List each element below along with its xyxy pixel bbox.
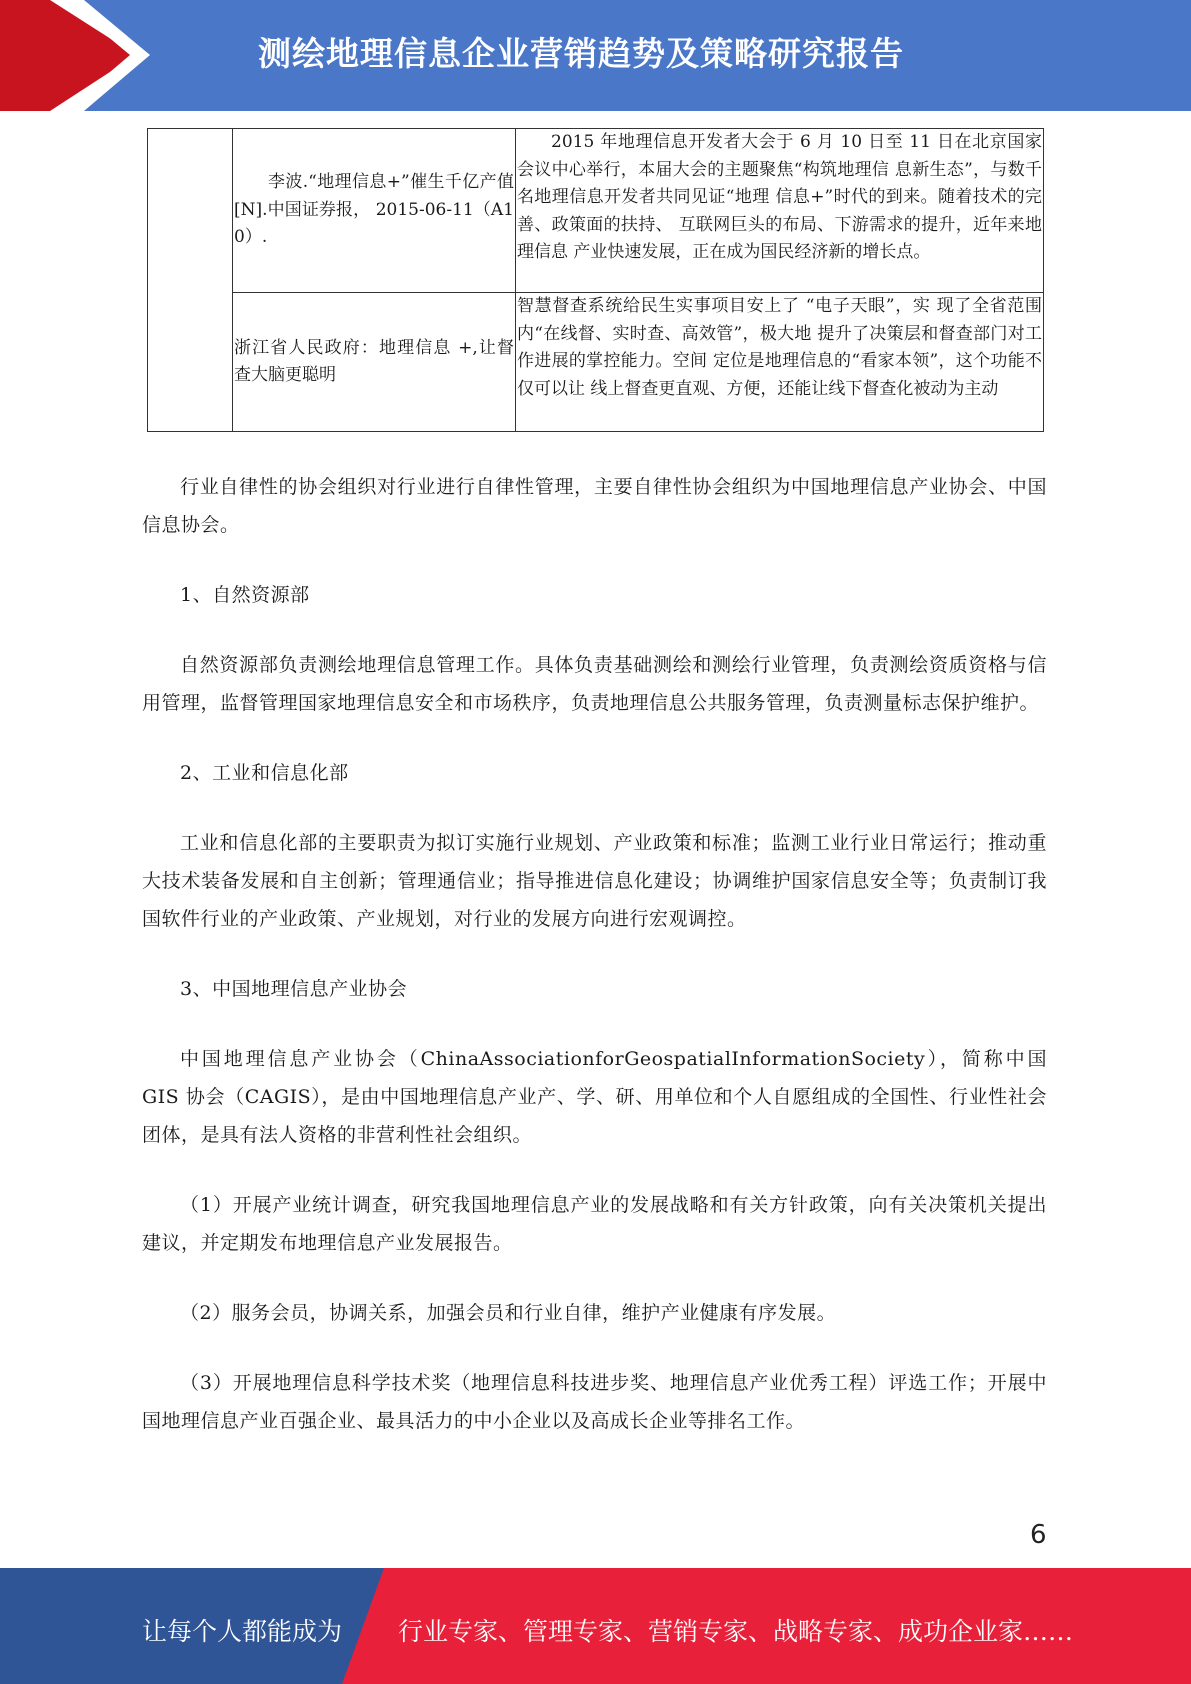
table-source-cell bbox=[233, 293, 516, 432]
reference-table bbox=[147, 128, 1044, 432]
source-text: 李波.“地理信息+”催生千亿产值[N].中国证券报， 2015-06-11（A10）. bbox=[234, 172, 514, 248]
report-title: 测绘地理信息企业营销趋势及策略研究报告 bbox=[258, 34, 904, 73]
section-heading: 3、中国地理信息产业协会 bbox=[180, 978, 408, 1000]
table-description-cell bbox=[516, 129, 1044, 293]
table-row bbox=[148, 293, 1044, 432]
footer-slogan-right: 行业专家、管理专家、营销专家、战略专家、成功企业家…… bbox=[398, 1617, 1074, 1646]
paragraph: 自然资源部负责测绘地理信息管理工作。具体负责基础测绘和测绘行业管理，负责测绘资质资格与信用管理，监督管理国家地理信息安全和市场秩序，负责地理信息公共服务管理，负责测量标志保护维护。 bbox=[142, 654, 1047, 714]
paragraph: 工业和信息化部的主要职责为拟订实施行业规划、产业政策和标准；监测工业行业日常运行；推动重大技术装备发展和自主创新；管理通信业；指导推进信息化建设；协调维护国家信息安全等；负责制订我国软件行业的产业政策、产业规划，对行业的发展方向进行宏观调控。 bbox=[142, 832, 1047, 930]
paragraph: 行业自律性的协会组织对行业进行自律性管理，主要自律性协会组织为中国地理信息产业协会、中国信息协会。 bbox=[142, 476, 1047, 536]
source-text: 浙江省人民政府：地理信息 +,让督查大脑更聪明 bbox=[234, 337, 514, 385]
page-footer bbox=[0, 1568, 1191, 1684]
section-heading: 2、工业和信息化部 bbox=[180, 762, 349, 784]
description-text: 智慧督查系统给民生实事项目安上了 “电子天眼”，实 现了全省范围内“在线督、实时查、高效管”，极大地 提升了决策层和督查部门对工作进展的掌控能力。空间 定位是地理信息的“看家本领”，这个功能不仅可以让 线上督查更直观、方便，还能让线下督查化被动为主动 bbox=[517, 296, 1042, 399]
description-text: 2015 年地理信息开发者大会于 6 月 10 日至 11 日在北京国家会议中心举行，本届大会的主题聚焦“构筑地理信 息新生态”，与数千名地理信息开发者共同见证“地理 信息+”时代的到来。随着技术的完善、政策面的扶持、 互联网巨头的布局、下游需求的提升，近年来地理信息 产业快速发展，正在成为国民经济新的增长点。 bbox=[517, 132, 1042, 262]
footer-slogan-left: 让每个人都能成为 bbox=[142, 1617, 343, 1646]
body-text bbox=[142, 468, 1047, 1440]
page-header bbox=[0, 0, 1191, 111]
table-description-cell bbox=[516, 293, 1044, 432]
table-row bbox=[148, 129, 1044, 293]
section-heading: 1、自然资源部 bbox=[180, 584, 310, 606]
table-category-cell bbox=[148, 129, 233, 432]
paragraph: （3）开展地理信息科学技术奖（地理信息科技进步奖、地理信息产业优秀工程）评选工作；开展中国地理信息产业百强企业、最具活力的中小企业以及高成长企业等排名工作。 bbox=[142, 1372, 1047, 1432]
paragraph: 中国地理信息产业协会（ChinaAssociationforGeospatialInformationSociety），简称中国 GIS 协会（CAGIS），是由中国地理信息产业产、学、研、用单位和个人自愿组成的全国性、行业性社会团体，是具有法人资格的非营利性社会组织。 bbox=[142, 1048, 1047, 1146]
table-source-cell bbox=[233, 129, 516, 293]
page-number: 6 bbox=[1030, 1520, 1047, 1550]
paragraph: （2）服务会员，协调关系，加强会员和行业自律，维护产业健康有序发展。 bbox=[180, 1302, 837, 1324]
paragraph: （1）开展产业统计调查，研究我国地理信息产业的发展战略和有关方针政策，向有关决策机关提出建议，并定期发布地理信息产业发展报告。 bbox=[142, 1194, 1047, 1254]
